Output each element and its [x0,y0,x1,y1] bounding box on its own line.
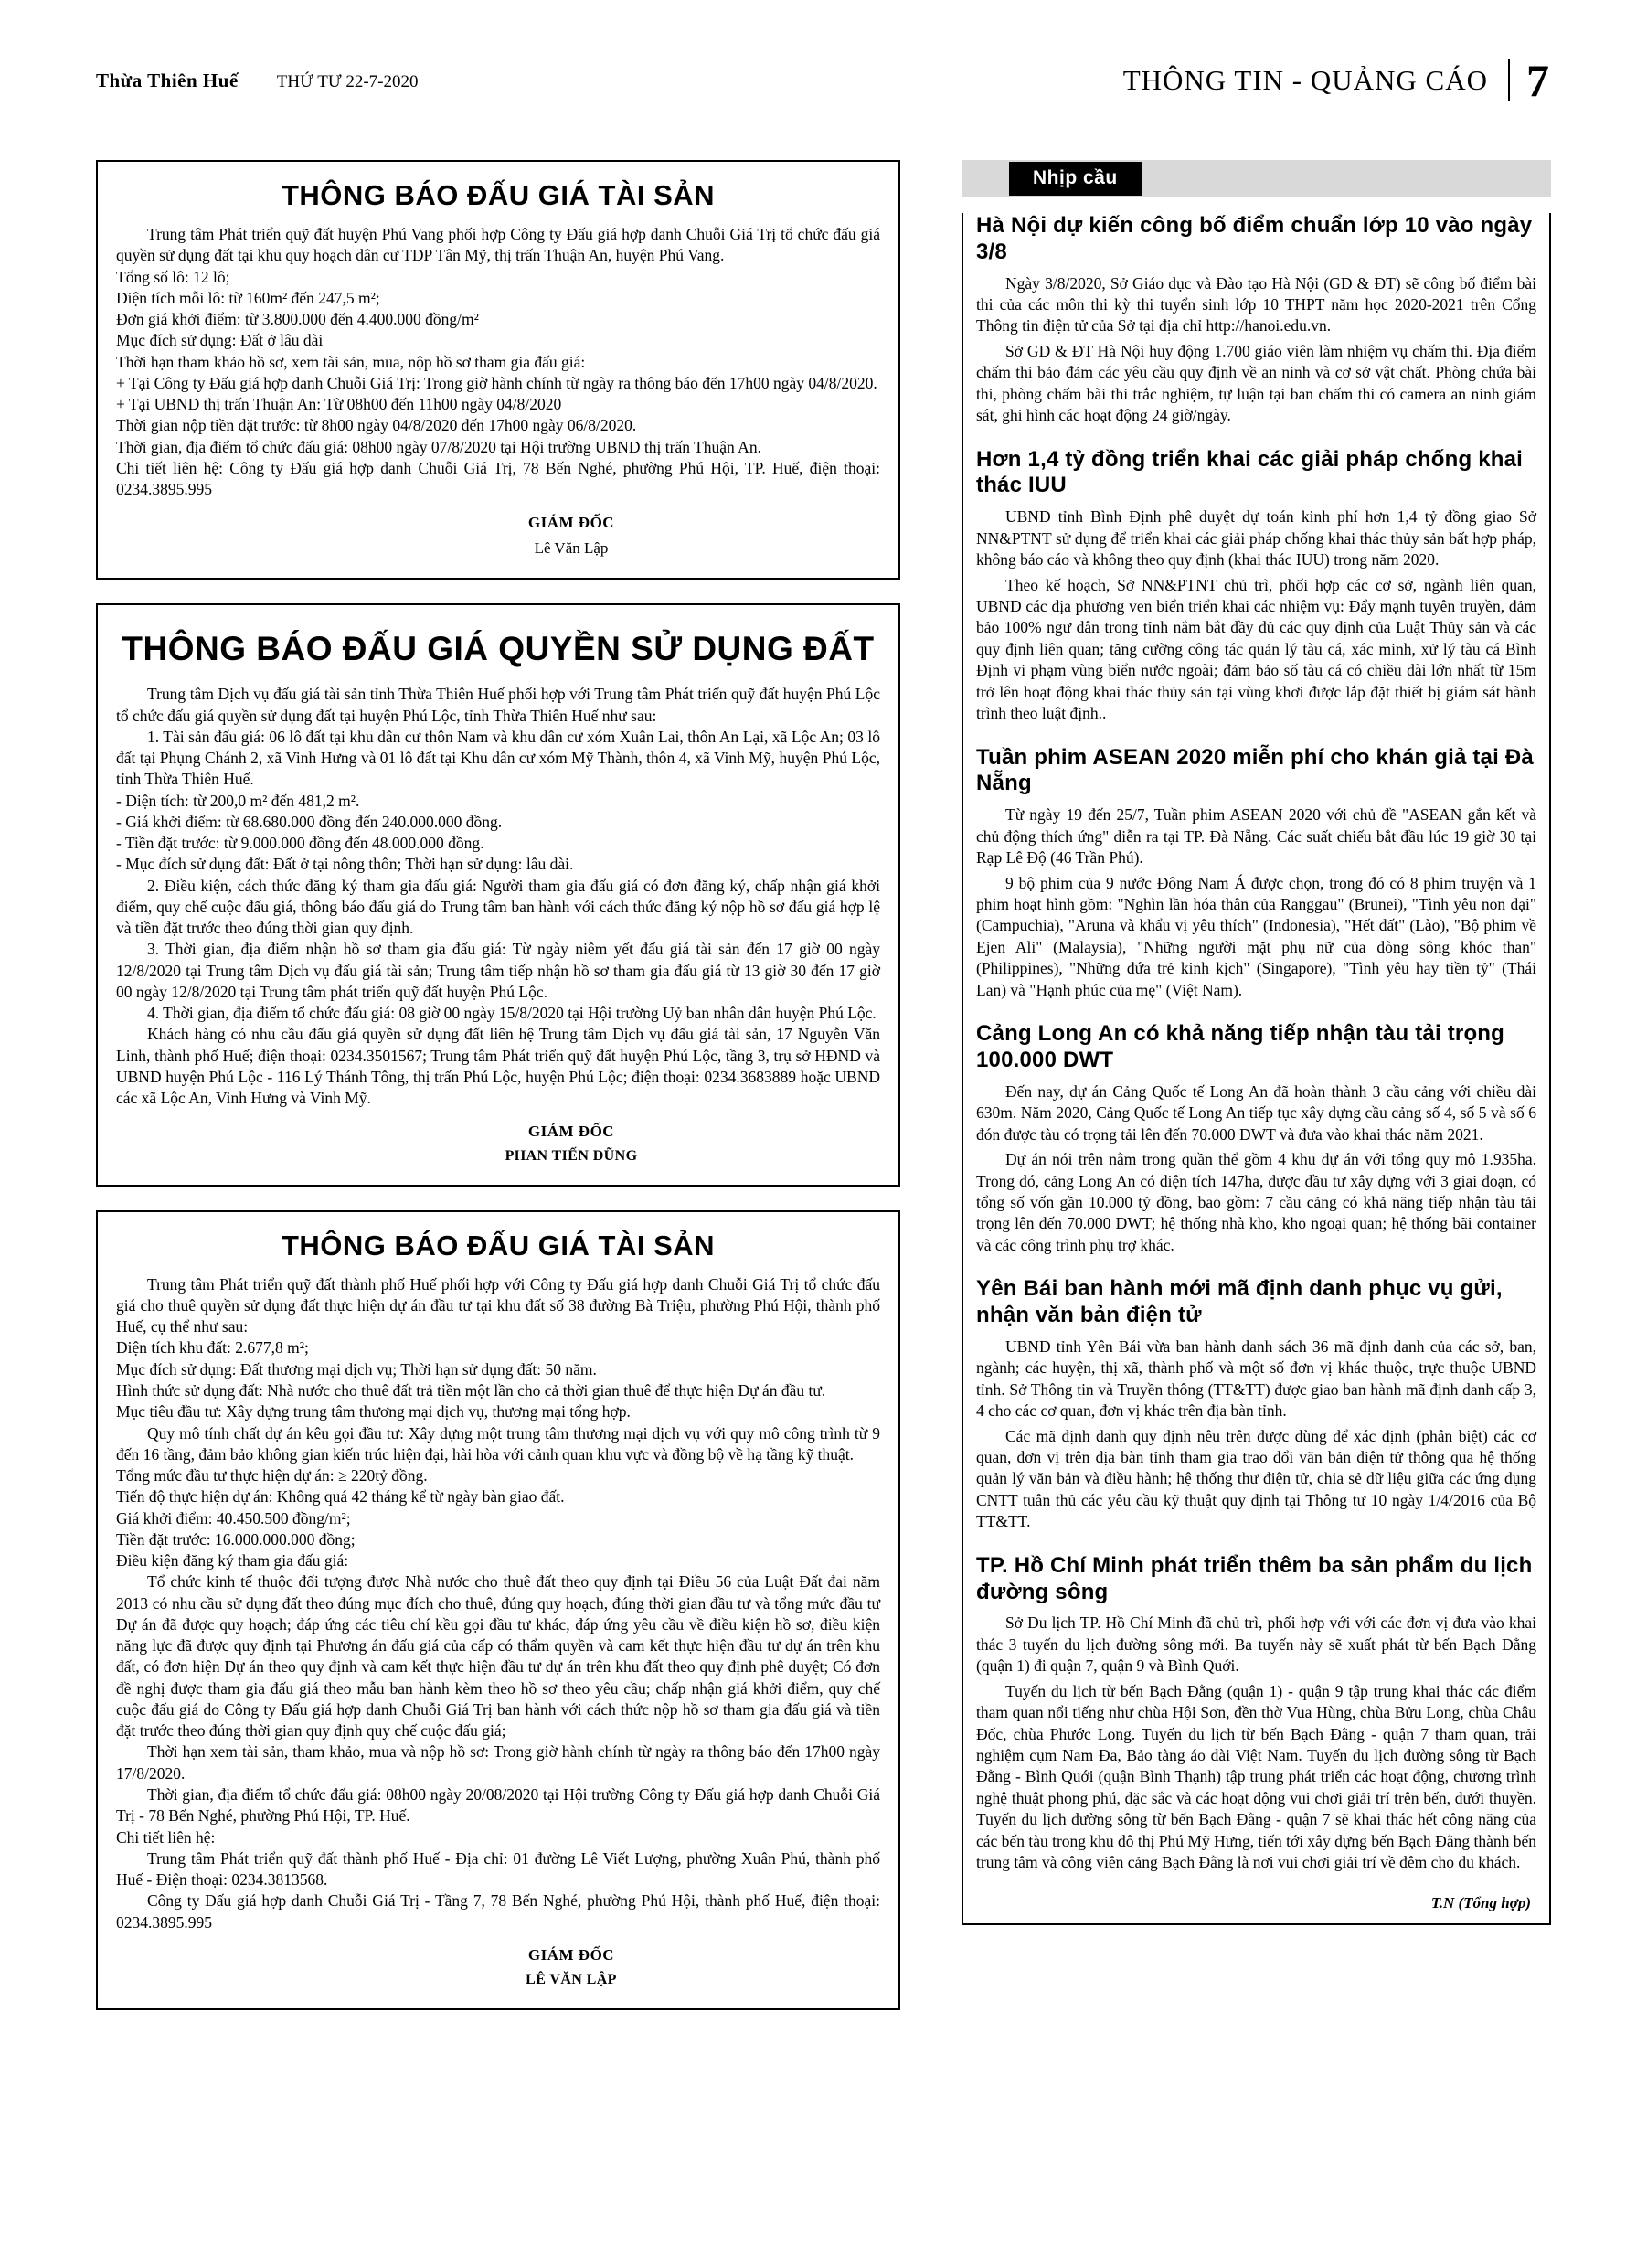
ad-paragraph: Tổng số lô: 12 lô; [116,267,230,286]
signature-role: GIÁM ĐỐC [527,513,615,531]
ad-paragraph: Đơn giá khởi điểm: từ 3.800.000 đến 4.400.000 đồng/m² [116,310,479,329]
news-article [976,1553,1536,1874]
signature-name: Lê Văn Lập [534,538,609,557]
ad-paragraph: Trung tâm Phát triển quỹ đất huyện Phú Vang phối hợp Công ty Đấu giá hợp danh Chuỗi Giá Trị tổ chức đấu giá quyền sử dụng đất tại khu quy hoạch dân cư TDP Tân Mỹ, thị trấn Thuận An, huyện Phú Vang. [116,225,880,265]
ad-paragraph: Chi tiết liên hệ: Công ty Đấu giá hợp danh Chuỗi Giá Trị, 78 Bến Nghé, phường Phú Hội, TP. Huế, điện thoại: 0234.3895.995 [116,459,880,499]
ad-paragraph: Quy mô tính chất dự án kêu gọi đầu tư: Xây dựng một trung tâm thương mại dịch vụ với quy mô công trình từ 9 đến 16 tầng, đảm bảo không gian kiến trúc hiện đại, hài hòa với cảnh quan khu vực và đồng bộ về hạ tầng kỹ thuật. [116,1423,880,1464]
ad-paragraph: Chi tiết liên hệ: [116,1827,216,1847]
news-article [976,745,1536,1002]
ad-paragraph: Mục đích sử dụng: Đất thương mại dịch vụ; Thời hạn sử dụng đất: 50 năm. [116,1359,597,1379]
page-number: 7 [1526,55,1549,106]
masthead-left [96,69,419,92]
news-paragraph: UBND tỉnh Yên Bái vừa ban hành danh sách 36 mã định danh của các sở, ban, ngành; các huyện, thị xã, thành phố và một số đơn vị khác thuộc, trực thuộc UBND tỉnh. Sở Thông tin và Truyền thông (TT&TT) được giao ban hành mã định danh cấp 3, 4 cho các cơ quan, đơn vị khác trên địa bàn tỉnh. [976,1336,1536,1421]
ad-signature [116,1946,880,1988]
ad-title: THÔNG BÁO ĐẤU GIÁ TÀI SẢN [281,179,716,211]
news-article [976,447,1536,725]
byline [976,1894,1536,1912]
ad-paragraph: Công ty Đấu giá hợp danh Chuỗi Giá Trị - Tầng 7, 78 Bến Nghé, phường Phú Hội, thành phố Huế, điện thoại: 0234.3895.995 [116,1891,880,1932]
news-headline: Hơn 1,4 tỷ đồng triển khai các giải pháp chống khai thác IUU [976,446,1524,498]
ad-paragraph: Mục đích sử dụng: Đất ở lâu dài [116,331,324,350]
ad-notice-1 [96,160,900,580]
news-paragraph: Từ ngày 19 đến 25/7, Tuần phim ASEAN 2020 với chủ đề "ASEAN gắn kết và chủ động thích ứng" diễn ra tại TP. Đà Nẵng. Các suất chiếu bắt đầu lúc 19 giờ 30 tại Rạp Lê Độ (46 Trần Phú). [976,805,1536,868]
right-column [962,160,1551,1925]
ad-paragraph: - Diện tích: từ 200,0 m² đến 481,2 m². [116,791,360,810]
ad-paragraph: Tổ chức kinh tế thuộc đối tượng được Nhà nước cho thuê đất theo quy định tại Điều 56 của Luật Đất đai năm 2013 có nhu cầu sử dụng đất theo đúng mục đích cho thuê, đúng quy hoạch, đúng thời gian đầu tư và tổng mức đầu tư Dự án đã được quy hoạch; đáp ứng các tiêu chí kều gọi đầu tư khác, đáp ứng yêu cầu về điều kiện hồ sơ, điều kiện năng lực đã được quy định tại Phương án đấu giá của cấp có thẩm quyền và cam kết thực hiện đầu tư dự án trên khu đất, có đơn hiện Dự án theo quy định và cam kết thực hiện đầu tư dự án trên khu đất theo quy định phê duyệt; Có đơn đề nghị được tham gia đấu giá theo mẫu ban hành kèm theo hồ sơ theo yêu cầu; chấp nhận giá khởi điểm, quy chế cuộc đấu giá do Công ty Đấu giá hợp danh Chuỗi Giá Trị ban hành với cách thức nộp hồ sơ tham gia đấu giá và tiền đặt trước theo đúng thời gian quy định quy chế cuộc đấu giá; [116,1572,880,1741]
ad-notice-2 [96,603,900,1187]
masthead-divider [1508,59,1510,101]
news-headline: Cảng Long An có khả năng tiếp nhận tàu tải trọng 100.000 DWT [976,1021,1505,1072]
ad-paragraph: Thời gian nộp tiền đặt trước: từ 8h00 ngày 04/8/2020 đến 17h00 ngày 06/8/2020. [116,416,637,435]
section-header-bar [962,160,1551,197]
ad-paragraph: - Giá khởi điểm: từ 68.680.000 đồng đến 240.000.000 đồng. [116,812,503,831]
ad-paragraph: Khách hàng có nhu cầu đấu giá quyền sử dụng đất liên hệ Trung tâm Dịch vụ đấu giá tài sản, 17 Nguyễn Văn Linh, thành phố Huế; điện thoại: 0234.3501567; Trung tâm Phát triển quỹ đất huyện Phú Lộc, tầng 3, trụ sở HĐND và UBND huyện Phú Lộc - 116 Lý Thánh Tông, thị trấn Phú Lộc, huyện Phú Lộc; điện thoại: 0234.3683889 hoặc UBND các xã Lộc An, Vinh Hưng và Vinh Mỹ. [116,1025,880,1108]
ad-paragraph: Thời hạn xem tài sản, tham khảo, mua và nộp hồ sơ: Trong giờ hành chính từ ngày ra thông báo đến 17h00 ngày 17/8/2020. [116,1742,880,1783]
news-paragraph: Đến nay, dự án Cảng Quốc tế Long An đã hoàn thành 3 cầu cảng với chiều dài 630m. Năm 2020, Cảng Quốc tế Long An tiếp tục xây dựng cầu cảng số 4, số 5 và số 6 đón được tàu có trọng tải lên đến 70.000 DWT và đưa vào khai thác năm 2021. [976,1081,1536,1144]
signature-name: PHAN TIẾN DŨNG [505,1147,638,1164]
ad-paragraph: Trung tâm Dịch vụ đấu giá tài sản tỉnh Thừa Thiên Huế phối hợp với Trung tâm Phát triển quỹ đất huyện Phú Lộc tổ chức đấu giá quyền sử dụng đất tại huyện Phú Lộc, tỉnh Thừa Thiên Huế như sau: [116,685,880,725]
ad-paragraph: Diện tích mỗi lô: từ 160m² đến 247,5 m²; [116,288,380,307]
section-title: THÔNG TIN - QUẢNG CÁO [1122,64,1488,96]
news-article [976,213,1536,427]
ad-paragraph: + Tại Công ty Đấu giá hợp danh Chuỗi Giá Trị: Trong giờ hành chính từ ngày ra thông báo đến 17h00 ngày 04/8/2020. [116,373,877,392]
ad-paragraph: Trung tâm Phát triển quỹ đất thành phố Huế phối hợp với Công ty Đấu giá hợp danh Chuỗi Giá Trị tổ chức đấu giá cho thuê quyền sử dụng đất thực hiện dự án đầu tư tại khu đất số 38 đường Bà Triệu, phường Phú Hội, thành phố Huế, cụ thể như sau: [116,1274,880,1336]
section-tab-label: Nhịp cầu [1009,162,1142,196]
left-column [96,160,900,2034]
news-paragraph: Dự án nói trên nằm trong quần thể gồm 4 khu dự án với tổng quy mô 1.935ha. Trong đó, cảng Long An có diện tích 147ha, được đầu tư xây dựng với 3 giai đoạn, có tổng số vốn gần 10.000 tỷ đồng, bao gồm: 7 cầu cảng có khả năng tiếp nhận tàu tải trọng lên đến 70.000 DWT; hệ thống nhà kho, kho ngoại quan; hệ thống bãi container và các công trình phụ trợ khác. [976,1150,1536,1254]
news-frame [962,213,1551,1925]
ad-paragraph: + Tại UBND thị trấn Thuận An: Từ 08h00 đến 11h00 ngày 04/8/2020 [116,395,562,414]
ad-paragraph: 3. Thời gian, địa điểm nhận hồ sơ tham gia đấu giá: Từ ngày niêm yết đấu giá tài sản đến 17 giờ 00 ngày 12/8/2020 tại Trung tâm Dịch vụ đấu giá tài sản; Trung tâm tiếp nhận hồ sơ tham gia đấu giá từ 13 giờ 30 đến 17 giờ 00 ngày 12/8/2020 tại Trung tâm phát triển quỹ đất huyện Phú Lộc. [116,940,880,1001]
news-headline: Tuần phim ASEAN 2020 miễn phí cho khán giả tại Đà Nẵng [976,744,1534,796]
ad-paragraph: Hình thức sử dụng đất: Nhà nước cho thuê đất trả tiền một lần cho cả thời gian thuê để thực hiện Dự án đầu tư. [116,1380,826,1400]
signature-role: GIÁM ĐỐC [527,1945,615,1964]
news-paragraph: Sở Du lịch TP. Hồ Chí Minh đã chủ trì, phối hợp với với các đơn vị đưa vào khai thác 3 tuyến du lịch đường sông mới. Ba tuyến này sẽ xuất phát từ bến Bạch Đằng (quận 1) đi quận 7, quận 9 và Bình Quới. [976,1613,1536,1676]
masthead [96,55,1549,106]
ad-signature [116,1123,880,1165]
ad-title: THÔNG BÁO ĐẤU GIÁ TÀI SẢN [281,1229,716,1262]
paper-name: Thừa Thiên Huế [96,69,239,91]
ad-paragraph: Thời gian, địa điểm tổ chức đấu giá: 08h00 ngày 07/8/2020 tại Hội trường UBND thị trấn Thuận An. [116,437,761,456]
ad-paragraph: - Mục đích sử dụng đất: Đất ở tại nông thôn; Thời hạn sử dụng: lâu dài. [116,855,574,874]
ad-paragraph: 2. Điều kiện, cách thức đăng ký tham gia đấu giá: Người tham gia đấu giá có đơn đăng ký, chấp nhận giá khởi điểm, quy chế cuộc đấu giá, thông báo đấu giá do Trung tâm ban hành với cách thức đăng ký nộp hồ sơ đấu giá hợp lệ và tiền đặt trước theo đúng thời gian quy định. [116,876,880,938]
ad-paragraph: Giá khởi điểm: 40.450.500 đồng/m²; [116,1508,351,1528]
ad-paragraph: Trung tâm Phát triển quỹ đất thành phố Huế - Địa chỉ: 01 đường Lê Viết Lượng, phường Xuân Phú, thành phố Huế - Điện thoại: 0234.3813568. [116,1848,880,1890]
news-headline: Yên Bái ban hành mới mã định danh phục vụ gửi, nhận văn bản điện tử [976,1276,1503,1328]
byline-text: T.N (Tổng hợp) [1430,1893,1531,1911]
ad-title: THÔNG BÁO ĐẤU GIÁ QUYỀN SỬ DỤNG ĐẤT [122,629,875,667]
news-headline: TP. Hồ Chí Minh phát triển thêm ba sản phẩm du lịch đường sông [976,1552,1533,1604]
news-headline: Hà Nội dự kiến công bố điểm chuẩn lớp 10 vào ngày 3/8 [976,213,1533,264]
ad-paragraph: Tiền đặt trước: 16.000.000.000 đồng; [116,1529,356,1549]
news-paragraph: UBND tỉnh Bình Định phê duyệt dự toán kinh phí hơn 1,4 tỷ đồng giao Sở NN&PTNT sử dụng để triển khai các giải pháp chống khai thác thủy sản bất hợp pháp, không báo cáo và không theo quy định (khai thác IUU) trong năm 2020. [976,507,1536,570]
news-paragraph: Tuyến du lịch từ bến Bạch Đằng (quận 1) - quận 9 tập trung khai thác các điểm tham quan nổi tiếng như chùa Hội Sơn, đền thờ Vua Hùng, chùa Bửu Long, chùa Châu Đốc, chùa Phước Long. Tuyến du lịch từ bến Bạch Đằng - quận 7 tham quan, trải nghiệm cụm Nam Đa, Bảo tàng áo dài Việt Nam. Tuyến du lịch đường sông từ Bạch Đằng - Bình Quới (quận Bình Thạnh) tập trung phát triển các hoạt động, chương trình nghệ thuật phong phú, đặc sắc và các hoạt động vui chơi giải trí trên bến, dưới thuyền. Tuyến du lịch đường sông từ bến Bạch Đằng - quận 7 sẽ khai thác hết công năng của các bến tàu trong khu đô thị Phú Mỹ Hưng, tiến tới xây dựng bến Bạch Đằng thành bến trung tâm và công viên cảng Bạch Đằng là nơi vui chơi giải trí về đêm cho du khách. [976,1681,1536,1872]
ad-paragraph: 1. Tài sản đấu giá: 06 lô đất tại khu dân cư thôn Nam và khu dân cư xóm Xuân Lai, thôn An Lại, xã Lộc An; 03 lô đất tại Phụng Chánh 2, xã Vinh Hưng và 01 lô đất tại Khu dân cư xóm Mỹ Thành, thôn 4, xã Vinh Mỹ, huyện Phú Lộc, tỉnh Thừa Thiên Huế. [116,727,880,789]
ad-paragraph: Thời hạn tham khảo hồ sơ, xem tài sản, mua, nộp hồ sơ tham gia đấu giá: [116,352,586,371]
ad-paragraph: Diện tích khu đất: 2.677,8 m²; [116,1338,309,1358]
signature-role: GIÁM ĐỐC [527,1122,615,1140]
news-paragraph: Các mã định danh quy định nêu trên được dùng để xác định (phân biệt) các cơ quan, đơn vị trên địa bàn tỉnh tham gia trao đổi văn bản điện tử thông qua hệ thống quản lý văn bản và điều hành; hệ thống thư điện tử, chia sẻ dữ liệu giữa các ứng dụng CNTT tuân thủ các yêu cầu kỹ thuật quy định tại Thông tư 10 ngày 1/4/2016 của Bộ TT&TT. [976,1426,1536,1531]
news-paragraph: Sở GD & ĐT Hà Nội huy động 1.700 giáo viên làm nhiệm vụ chấm thi. Địa điểm chấm thi bảo đảm các yêu cầu quy định về an ninh và cơ sở vật chất. Phòng chứa bài thi, phòng chấm bài thi trắc nghiệm, tự luận tại ban chấm thi có camera an ninh giám sát, ghi hình các hoạt động 24 giờ/ngày. [976,341,1536,425]
ad-paragraph: Tổng mức đầu tư thực hiện dự án: ≥ 220tỷ đồng. [116,1466,428,1485]
ad-paragraph: Mục tiêu đầu tư: Xây dựng trung tâm thương mại dịch vụ, thương mại tổng hợp. [116,1402,631,1421]
ad-paragraph: - Tiền đặt trước: từ 9.000.000 đồng đến 48.000.000 đồng. [116,834,484,853]
ad-paragraph: Điều kiện đăng ký tham gia đấu giá: [116,1551,349,1571]
masthead-right [1122,55,1549,106]
ad-paragraph: Thời gian, địa điểm tổ chức đấu giá: 08h00 ngày 20/08/2020 tại Hội trường Công ty Đấu giá hợp danh Chuỗi Giá Trị - 78 Bến Nghé, phường Phú Hội, TP. Huế. [116,1785,880,1826]
publication-date: THỨ TƯ 22-7-2020 [276,71,419,91]
news-article [976,1021,1536,1256]
news-paragraph: Theo kế hoạch, Sở NN&PTNT chủ trì, phối hợp các cơ sở, ngành liên quan, UBND các địa phương ven biển triển khai các nhiệm vụ: Đẩy mạnh tuyên truyền, đảm bảo 100% ngư dân trong tỉnh nắm bắt đầy đủ các quy định của Luật Thủy sản và các quy định liên quan; tăng cường công tác quản lý tàu cá, xác minh, xử lý tàu cá Bình Định vi phạm vùng biển nước ngoài; đảm bảo số tàu cá có chiều dài lớn nhất từ 15m trở lên hoạt động khai thác thủy sản tại vùng khơi được lắp đặt thiết bị giám sát hành trình theo luật định.. [976,575,1536,723]
ad-paragraph: 4. Thời gian, địa điểm tổ chức đấu giá: 08 giờ 00 ngày 15/8/2020 tại Hội trường Uỷ ban nhân dân huyện Phú Lộc. [147,1004,877,1023]
ad-paragraph: Tiến độ thực hiện dự án: Không quá 42 tháng kể từ ngày bàn giao đất. [116,1487,565,1507]
news-article [976,1276,1536,1533]
ad-notice-3 [96,1210,900,2010]
ad-signature [116,514,880,558]
news-paragraph: Ngày 3/8/2020, Sở Giáo dục và Đào tạo Hà Nội (GD & ĐT) sẽ công bố điểm bài thi của các môn thi kỳ thi tuyển sinh lớp 10 THPT năm học 2020-2021 trên Cổng Thông tin điện tử của Sở tại địa chỉ http://hanoi.edu.vn. [976,273,1536,335]
signature-name: LÊ VĂN LẬP [526,1971,617,1987]
news-paragraph: 9 bộ phim của 9 nước Đông Nam Á được chọn, trong đó có 8 phim truyện và 1 phim hoạt hình gồm: "Nghìn lần hóa thân của Ranggau" (Brunei), "Tình yêu non dại" (Campuchia), "Aruna và khẩu vị yêu thích" (Indonesia), "Hết đất" (Lào), "Bộ phim về Ejen Ali" (Malaysia), "Những người mặt phụ nữ của dòng sông khóc than" (Philippines), "Những đứa trẻ kinh kịch" (Singapore), "Tình yêu hay tiền tỷ" (Thái Lan) và "Hạnh phúc của mẹ" (Việt Nam). [976,873,1536,999]
